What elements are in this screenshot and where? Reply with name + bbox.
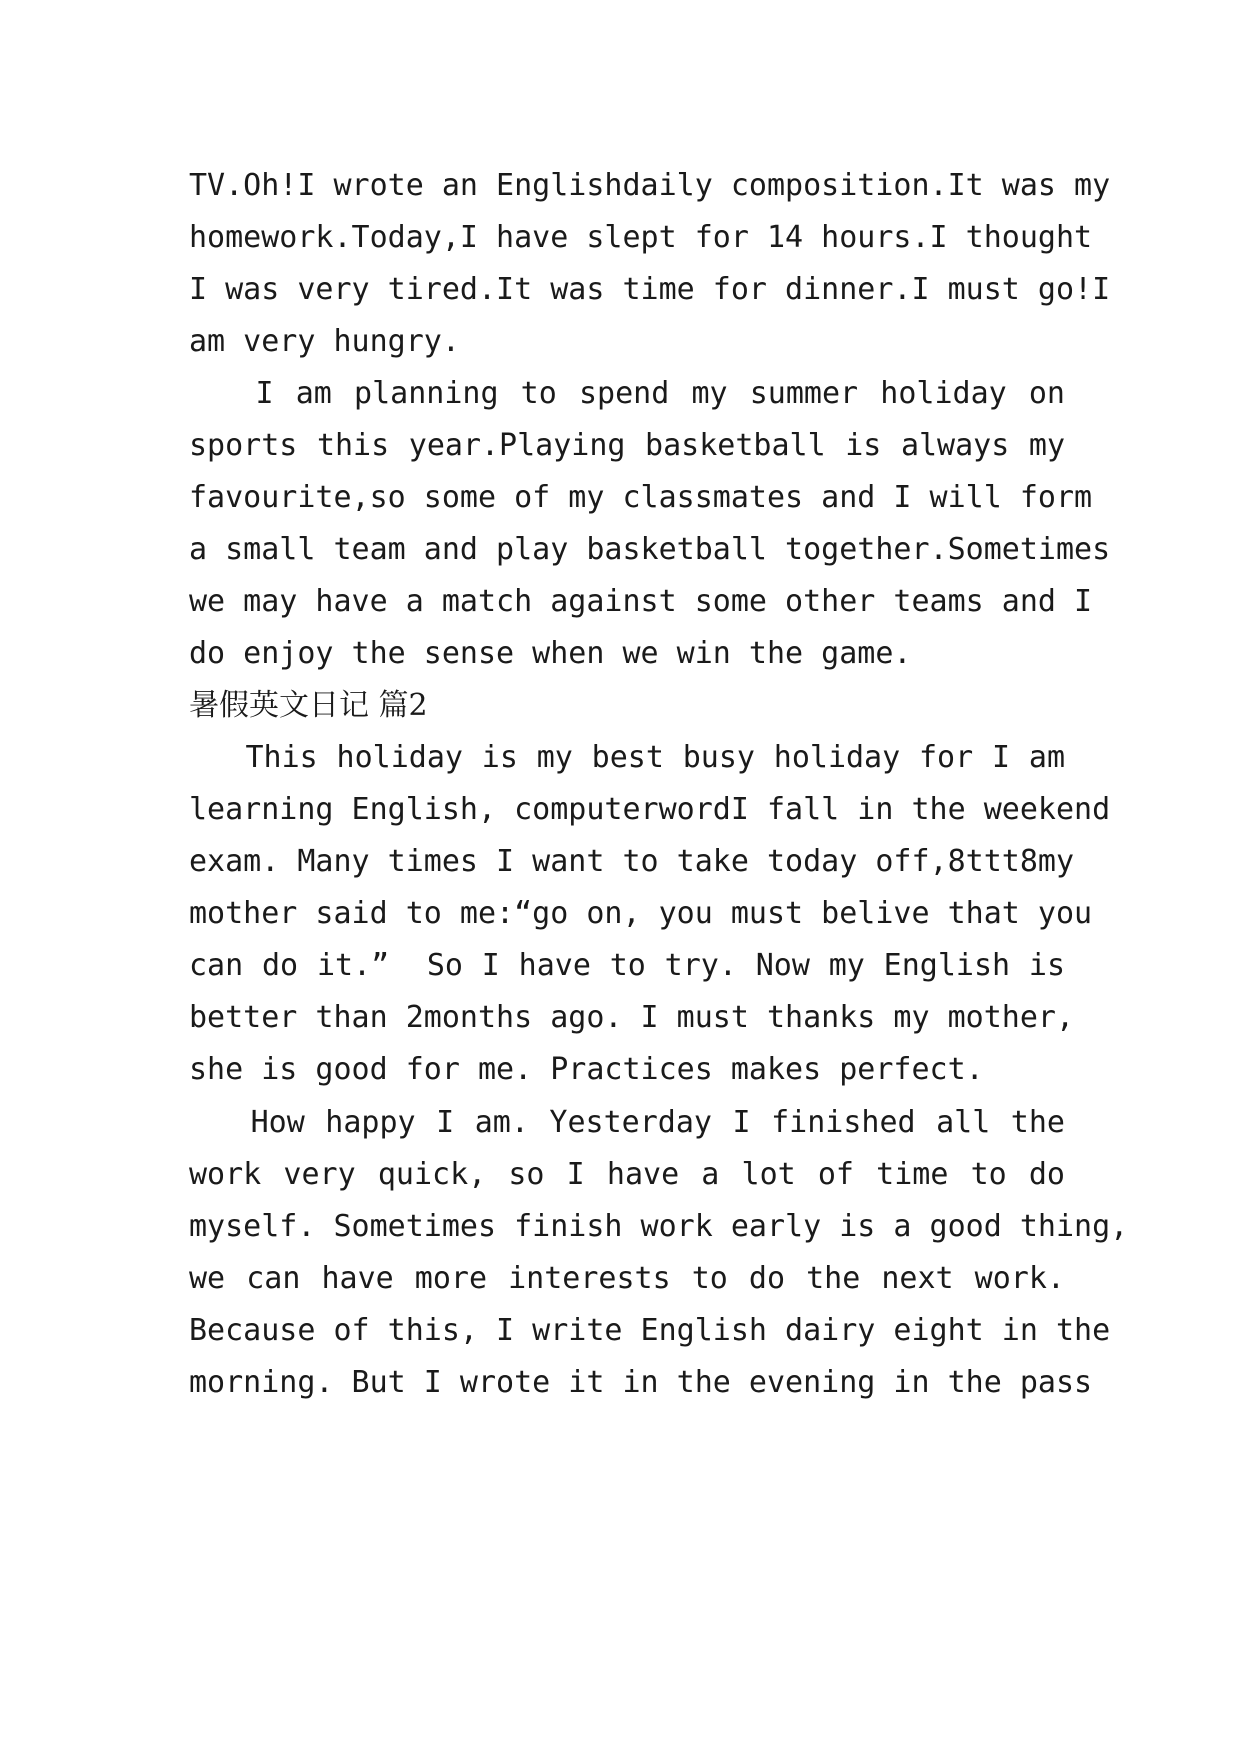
paragraph-4-line-3: myself. Sometimes finish work early is a good thing, [189, 1209, 1129, 1244]
paragraph-1-line-3: I was very tired.It was time for dinner.I must go!I [189, 272, 1111, 307]
section-heading: 暑假英文日记 篇2 [189, 688, 428, 723]
paragraph-3-line-1: This holiday is my best busy holiday for I am [189, 740, 1065, 775]
paragraph-2-line-6: do enjoy the sense when we win the game. [189, 636, 912, 671]
paragraph-1-line-1: TV.Oh!I wrote an Englishdaily composition.It was my [189, 168, 1111, 203]
paragraph-4-line-5: Because of this, I write English dairy eight in the [189, 1313, 1111, 1348]
paragraph-3-line-2: learning English, computerwordI fall in the weekend [189, 792, 1111, 827]
paragraph-4-line-1: How happy I am. Yesterday I finished all the [189, 1105, 1065, 1140]
paragraph-3-line-6: better than 2months ago. I must thanks my mother, [189, 1000, 1075, 1035]
paragraph-4-line-2: work very quick, so I have a lot of time to do [189, 1157, 1065, 1192]
paragraph-2-line-3: favourite,so some of my classmates and I will form [189, 480, 1093, 515]
paragraph-1-line-2: homework.Today,I have slept for 14 hours.I thought [189, 220, 1093, 255]
paragraph-2-line-2: sports this year.Playing basketball is always my [189, 428, 1065, 463]
paragraph-2-line-1: I am planning to spend my summer holiday on [189, 376, 1065, 411]
paragraph-4-line-6: morning. But I wrote it in the evening in the pass [189, 1365, 1093, 1400]
paragraph-2-line-5: we may have a match against some other teams and I [189, 584, 1093, 619]
paragraph-4-line-4: we can have more interests to do the next work. [189, 1261, 1065, 1296]
paragraph-3-line-5: can do it.” So I have to try. Now my English is [189, 948, 1065, 983]
paragraph-3-line-4: mother said to me:“go on, you must belive that you [189, 896, 1093, 931]
paragraph-3-line-3: exam. Many times I want to take today off,8ttt8my [189, 844, 1075, 879]
paragraph-3-line-7: she is good for me. Practices makes perfect. [189, 1052, 984, 1087]
paragraph-1-line-4: am very hungry. [189, 324, 460, 359]
paragraph-2-line-4: a small team and play basketball together.Sometimes [189, 532, 1111, 567]
